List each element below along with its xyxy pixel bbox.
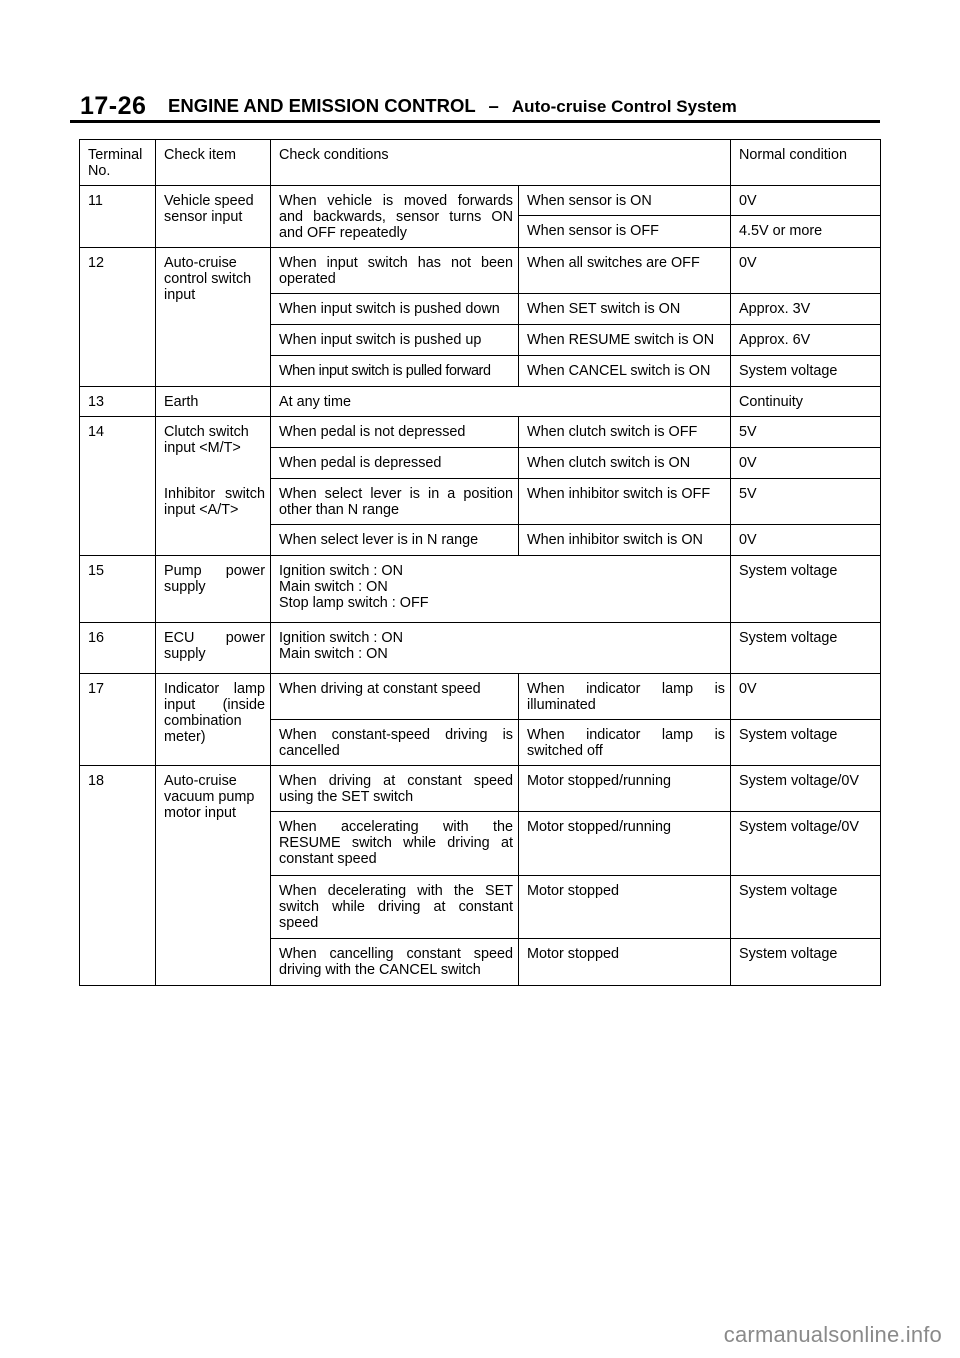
- table-row: [80, 248, 881, 294]
- check-condition: When vehicle is moved forwards and backwards, sensor turns ON and OFF repeatedly: [271, 186, 519, 248]
- terminal-number: 15: [80, 556, 156, 623]
- table-row: [80, 556, 881, 623]
- condition-line: Ignition switch : ON: [279, 563, 403, 579]
- check-state: Motor stopped/running: [519, 766, 731, 812]
- table-row: [80, 623, 881, 674]
- terminal-number: 12: [80, 248, 156, 387]
- check-item: Inhibitor switch input <A/T>: [156, 479, 271, 556]
- table-header-row: [80, 140, 881, 186]
- normal-condition: 0V: [731, 248, 881, 294]
- check-state: When clutch switch is OFF: [519, 417, 731, 448]
- check-condition: When select lever is in a position other than N range: [271, 479, 519, 525]
- header-check-item: Check item: [156, 140, 271, 186]
- check-item: Indicator lamp input (inside combination meter): [156, 674, 271, 766]
- check-state: When inhibitor switch is ON: [519, 525, 731, 556]
- header-normal-condition: Normal condition: [731, 140, 881, 186]
- check-state: When RESUME switch is ON: [519, 325, 731, 356]
- check-condition: When input switch has not been operated: [271, 248, 519, 294]
- table-row: [80, 387, 881, 417]
- normal-condition: System voltage/0V: [731, 812, 881, 876]
- check-state: When sensor is OFF: [519, 216, 731, 248]
- normal-condition: System voltage: [731, 356, 881, 387]
- check-condition: When cancelling constant speed driving with the CANCEL switch: [271, 939, 519, 986]
- check-item: Auto-cruise vacuum pump motor input: [156, 766, 271, 986]
- normal-condition: 0V: [731, 674, 881, 720]
- check-state: When sensor is ON: [519, 186, 731, 216]
- check-condition: At any time: [271, 387, 731, 417]
- terminal-number: 13: [80, 387, 156, 417]
- check-item: Clutch switch input <M/T>: [156, 417, 271, 479]
- check-condition: When driving at constant speed: [271, 674, 519, 720]
- condition-line: Main switch : ON: [279, 646, 388, 662]
- check-state: Motor stopped: [519, 939, 731, 986]
- normal-condition: System voltage: [731, 720, 881, 766]
- table-row: [80, 186, 881, 216]
- normal-condition: Continuity: [731, 387, 881, 417]
- check-state: When inhibitor switch is OFF: [519, 479, 731, 525]
- table-row: [80, 766, 881, 812]
- check-state: When SET switch is ON: [519, 294, 731, 325]
- table-row: [80, 479, 881, 525]
- check-state: When clutch switch is ON: [519, 448, 731, 479]
- terminal-check-table: [79, 139, 881, 986]
- check-condition: When pedal is depressed: [271, 448, 519, 479]
- normal-condition: System voltage: [731, 623, 881, 674]
- check-condition: [271, 623, 731, 674]
- normal-condition: 5V: [731, 417, 881, 448]
- check-condition: When pedal is not depressed: [271, 417, 519, 448]
- check-item: Pump power supply: [156, 556, 271, 623]
- normal-condition: Approx. 6V: [731, 325, 881, 356]
- check-condition: When input switch is pulled forward: [271, 356, 519, 387]
- normal-condition: System voltage: [731, 556, 881, 623]
- watermark: carmanualsonline.info: [723, 1322, 942, 1347]
- check-state: When indicator lamp is illuminated: [519, 674, 731, 720]
- check-item: Auto-cruise control switch input: [156, 248, 271, 387]
- subsection-name: Auto-cruise Control System: [511, 97, 737, 116]
- header-rule: [70, 120, 880, 123]
- check-state: When indicator lamp is switched off: [519, 720, 731, 766]
- check-state: Motor stopped: [519, 876, 731, 939]
- check-item: Earth: [156, 387, 271, 417]
- check-condition: When input switch is pushed up: [271, 325, 519, 356]
- normal-condition: System voltage: [731, 876, 881, 939]
- normal-condition: 0V: [731, 448, 881, 479]
- normal-condition: 0V: [731, 186, 881, 216]
- normal-condition: Approx. 3V: [731, 294, 881, 325]
- check-state: When all switches are OFF: [519, 248, 731, 294]
- terminal-number: 11: [80, 186, 156, 248]
- section-title: [168, 95, 737, 117]
- check-item: ECU power supply: [156, 623, 271, 674]
- check-condition: When constant-speed driving is cancelled: [271, 720, 519, 766]
- header-check-conditions: Check conditions: [271, 140, 731, 186]
- check-condition: When decelerating with the SET switch while driving at constant speed: [271, 876, 519, 939]
- check-condition: When select lever is in N range: [271, 525, 519, 556]
- table-row: [80, 674, 881, 720]
- check-condition: When input switch is pushed down: [271, 294, 519, 325]
- section-name: ENGINE AND EMISSION CONTROL: [168, 95, 476, 116]
- normal-condition: System voltage: [731, 939, 881, 986]
- terminal-number: 17: [80, 674, 156, 766]
- condition-line: Ignition switch : ON: [279, 630, 403, 646]
- normal-condition: 4.5V or more: [731, 216, 881, 248]
- page-number: 17-26: [80, 92, 147, 120]
- check-state: Motor stopped/running: [519, 812, 731, 876]
- check-condition: [271, 556, 731, 623]
- terminal-number: 16: [80, 623, 156, 674]
- check-condition: When accelerating with the RESUME switch while driving at constant speed: [271, 812, 519, 876]
- normal-condition: 0V: [731, 525, 881, 556]
- terminal-number: 14: [80, 417, 156, 556]
- check-state: When CANCEL switch is ON: [519, 356, 731, 387]
- page-header: [80, 92, 880, 122]
- check-item: Vehicle speed sensor input: [156, 186, 271, 248]
- check-condition: When driving at constant speed using the SET switch: [271, 766, 519, 812]
- normal-condition: 5V: [731, 479, 881, 525]
- normal-condition: System voltage/0V: [731, 766, 881, 812]
- condition-line: Main switch : ON: [279, 579, 388, 595]
- table-row: [80, 417, 881, 448]
- header-terminal: Terminal No.: [80, 140, 156, 186]
- section-separator: –: [488, 95, 499, 116]
- terminal-number: 18: [80, 766, 156, 986]
- condition-line: Stop lamp switch : OFF: [279, 595, 429, 611]
